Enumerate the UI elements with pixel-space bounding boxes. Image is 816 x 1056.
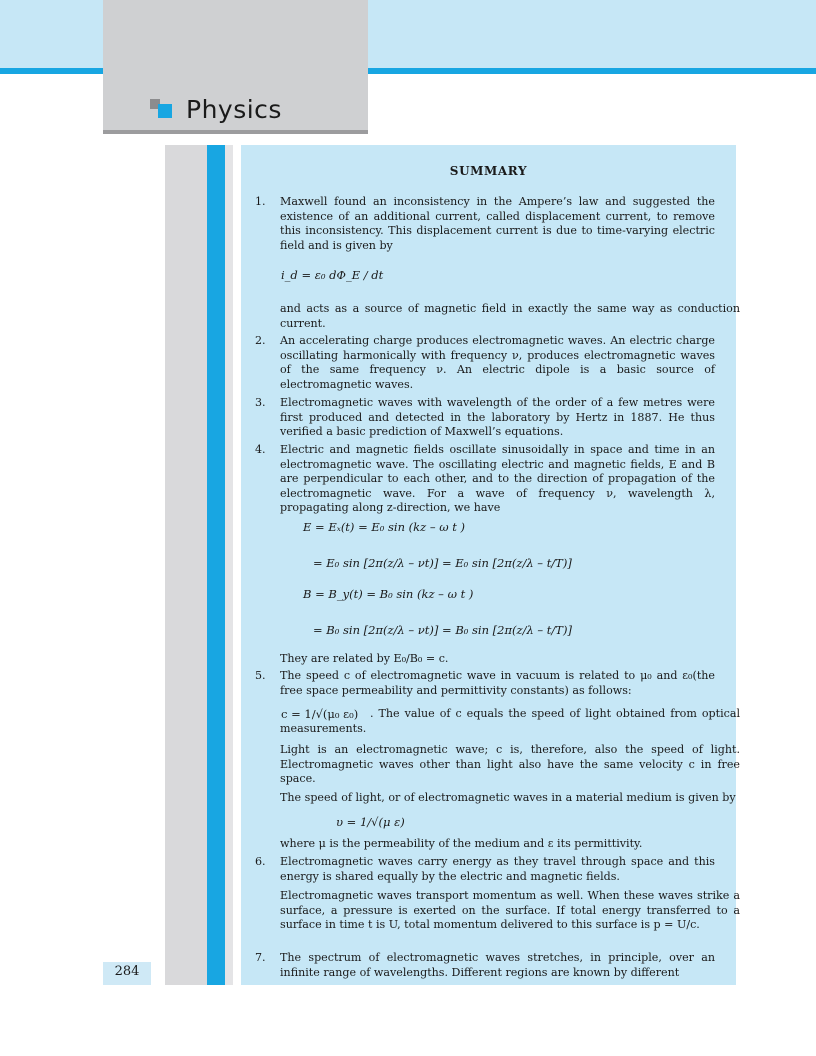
item-text: . The value of c equals the speed of light obtained from optical measurements.: [280, 707, 740, 735]
equation: B = B_y(t) = B₀ sin (kz – ω t ): [303, 587, 474, 601]
margin-bar: [165, 145, 207, 985]
margin-bar: [225, 145, 233, 985]
header-stripe: [368, 68, 816, 74]
item-number: 3.: [255, 396, 266, 409]
item-number: 7.: [255, 951, 266, 964]
summary-item: [255, 396, 715, 440]
equation: c = 1/√(μ₀ ε₀): [281, 707, 359, 721]
item-text: and acts as a source of magnetic field in exactly the same way as conduction current.: [280, 302, 740, 330]
summary-item: [255, 443, 715, 516]
item-text: Electromagnetic waves with wavelength of the order of a few metres were first produced and detected in the laboratory by Hertz in 1887. He thus verified a basic prediction of Maxwell’s equations.: [280, 396, 715, 439]
summary-item: [255, 669, 715, 698]
item-number: 4.: [255, 443, 266, 456]
item-text: The speed c of electromagnetic wave in vacuum is related to μ₀ and ε₀(the free space permeability and permittivity constants) as follows:: [280, 669, 715, 697]
item-text: Electromagnetic waves transport momentum as well. When these waves strike a surface, a pressure is exerted on the surface. If total energy transferred to a surface in time t is U, total momentum delivered to this surface is p = U/c.: [280, 889, 740, 932]
equation: = E₀ sin [2π(z/λ – νt)] = E₀ sin [2π(z/λ – t/T)]: [313, 556, 572, 570]
summary-item: [255, 195, 715, 253]
item-text: They are related by E₀/B₀ = c.: [280, 652, 449, 665]
subject-title: Physics: [186, 95, 282, 124]
item-number: 5.: [255, 669, 266, 682]
summary-item: [255, 855, 715, 884]
item-number: 6.: [255, 855, 266, 868]
item-text: The spectrum of electromagnetic waves stretches, in principle, over an infinite range of wavelengths. Different regions are known by different: [280, 951, 715, 979]
summary-item: [255, 334, 715, 392]
item-number: 1.: [255, 195, 266, 208]
page-number: 284: [114, 964, 140, 979]
summary-title: SUMMARY: [449, 164, 528, 178]
header-stripe: [0, 68, 104, 74]
margin-bar-accent: [207, 145, 225, 985]
item-text: An accelerating charge produces electromagnetic waves. An electric charge oscillating harmonically with frequency ν, produces electromagnetic waves of the same frequency ν. An electric dipole is a basic source of electromagnetic waves.: [280, 334, 715, 391]
equation: i_d = ε₀ dΦ_E / dt: [281, 268, 384, 282]
item-text: Maxwell found an inconsistency in the Ampere’s law and suggested the existence of an additional current, called displacement current, to remove this inconsistency. This displacement current is due to time-varying electric field and is given by: [280, 195, 715, 252]
item-text: Light is an electromagnetic wave; c is, therefore, also the speed of light. Electromagnetic waves other than light also have the same velocity c in free space.: [280, 743, 740, 786]
logo-square-icon: [158, 104, 172, 118]
item-text: where μ is the permeability of the medium and ε its permittivity.: [280, 837, 643, 850]
item-number: 2.: [255, 334, 266, 347]
summary-box: [241, 145, 740, 985]
equation: = B₀ sin [2π(z/λ – νt)] = B₀ sin [2π(z/λ – t/T)]: [313, 623, 572, 637]
summary-item: [255, 951, 715, 980]
item-text: The speed of light, or of electromagnetic waves in a material medium is given by: [280, 791, 736, 804]
equation: υ = 1/√(μ ε): [336, 815, 405, 829]
header-rule: [103, 130, 368, 134]
item-text: Electric and magnetic fields oscillate sinusoidally in space and time in an electromagnetic wave. The oscillating electric and magnetic fields, E and B are perpendicular to each other, and to the direction of propagation of the electromagnetic wave. For a wave of frequency ν, wavelength λ, propagating along z-direction, we have: [280, 443, 715, 515]
item-text: Electromagnetic waves carry energy as they travel through space and this energy is shared equally by the electric and magnetic fields.: [280, 855, 715, 883]
equation: E = Eₓ(t) = E₀ sin (kz – ω t ): [303, 520, 466, 534]
